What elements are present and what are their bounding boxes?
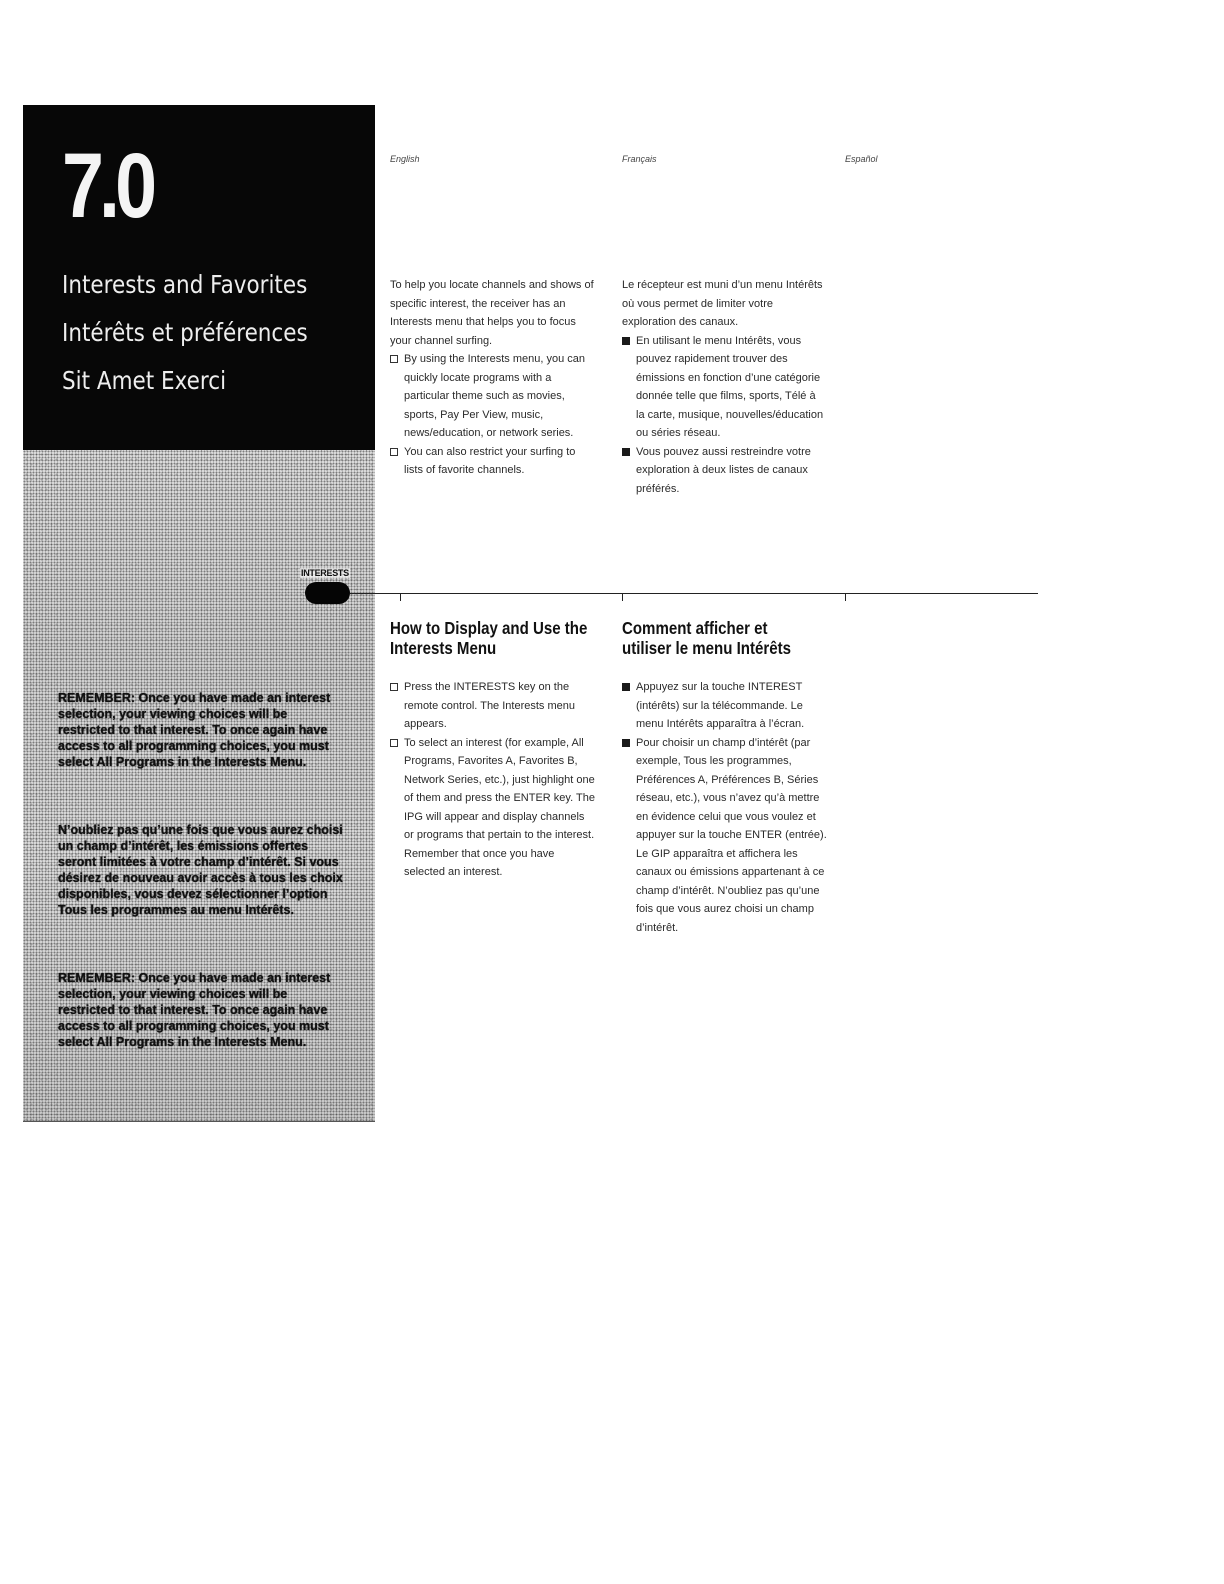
bullet-icon bbox=[622, 337, 630, 345]
intro-french bbox=[622, 276, 827, 498]
list-item: Pour choisir un champ d’intérêt (par exemple, Tous les programmes, Préférences A, Préférences B, Séries réseau, etc.), vous n’avez qu’à mettre en évidence celui que vous voulez et appuyer sur la touche ENTER (entrée). Le GIP apparaîtra et affichera les canaux ou émissions appartenant à ce champ d’intérêt. N’oubliez pas qu’une fois que vous aurez choisi un champ d’intérêt. bbox=[622, 734, 827, 938]
section-divider bbox=[350, 593, 1038, 594]
bullet-icon bbox=[390, 355, 398, 363]
bullet-icon bbox=[390, 739, 398, 747]
howto-heading-english: How to Display and Use the Interests Menu bbox=[390, 618, 588, 658]
section-title-english: Interests and Favorites bbox=[62, 270, 308, 299]
list-item: En utilisant le menu Intérêts, vous pouvez rapidement trouver des émissions en fonction d’une catégorie donnée telle que films, sports, Télé à la carte, musique, nouvelles/éducation ou séries réseau. bbox=[622, 332, 827, 443]
howto-heading-french: Comment afficher et utiliser le menu Intérêts bbox=[622, 618, 791, 658]
bullet-icon bbox=[622, 739, 630, 747]
divider-tick bbox=[622, 593, 623, 601]
language-label-french: Français bbox=[622, 154, 657, 164]
divider-tick bbox=[845, 593, 846, 601]
language-label-spanish: Español bbox=[845, 154, 878, 164]
bullet-icon bbox=[622, 683, 630, 691]
note-remember-french: N’oubliez pas qu’une fois que vous aurez choisi un champ d’intérêt, les émissions offertes seront limitées à votre champ d’intérêt. Si vous désirez de nouveau avoir accès à tous les choix disponibles, vous devez sélectionner l’option Tous les programmes au menu Intérêts. bbox=[58, 823, 343, 917]
howto-french bbox=[622, 678, 827, 937]
list-item: Appuyez sur la touche INTEREST (intérêts) sur la télécommande. Le menu Intérêts apparaîtra à l’écran. bbox=[622, 678, 827, 734]
bullet-icon bbox=[622, 448, 630, 456]
note-remember-english: REMEMBER: Once you have made an interest selection, your viewing choices will be restricted to that interest. To once again have access to all programming choices, you must select All Programs in the Interests Menu. bbox=[58, 691, 331, 769]
section-number: 7.0 bbox=[62, 135, 153, 237]
interests-key-label: INTERESTS bbox=[301, 568, 349, 578]
list-item: You can also restrict your surfing to lists of favorite channels. bbox=[390, 443, 595, 480]
list-item: To select an interest (for example, All Programs, Favorites A, Favorites B, Network Series, etc.), just highlight one of them and press the ENTER key. The IPG will appear and display channels or programs that pertain to the interest. Remember that once you have selected an interest. bbox=[390, 734, 595, 882]
intro-paragraph: To help you locate channels and shows of specific interest, the receiver has an Interests menu that helps you to focus your channel surfing. bbox=[390, 279, 594, 347]
howto-english bbox=[390, 678, 595, 882]
intro-english bbox=[390, 276, 595, 480]
bullet-icon bbox=[390, 448, 398, 456]
intro-paragraph: Le récepteur est muni d’un menu Intérêts où vous permet de limiter votre exploration des canaux. bbox=[622, 279, 823, 328]
note-remember-english-repeat: REMEMBER: Once you have made an interest selection, your viewing choices will be restricted to that interest. To once again have access to all programming choices, you must select All Programs in the Interests Menu. bbox=[58, 971, 331, 1049]
list-item: Vous pouvez aussi restreindre votre exploration à deux listes de canaux préférés. bbox=[622, 443, 827, 499]
language-label-english: English bbox=[390, 154, 420, 164]
interests-key-icon bbox=[305, 582, 350, 604]
list-item: By using the Interests menu, you can quickly locate programs with a particular theme such as movies, sports, Pay Per View, music, news/education, or network series. bbox=[390, 350, 595, 443]
list-item: Press the INTERESTS key on the remote control. The Interests menu appears. bbox=[390, 678, 595, 734]
section-title-french: Intérêts et préférences bbox=[62, 318, 308, 347]
section-title-spanish: Sit Amet Exerci bbox=[62, 366, 227, 395]
bullet-icon bbox=[390, 683, 398, 691]
divider-tick bbox=[400, 593, 401, 601]
